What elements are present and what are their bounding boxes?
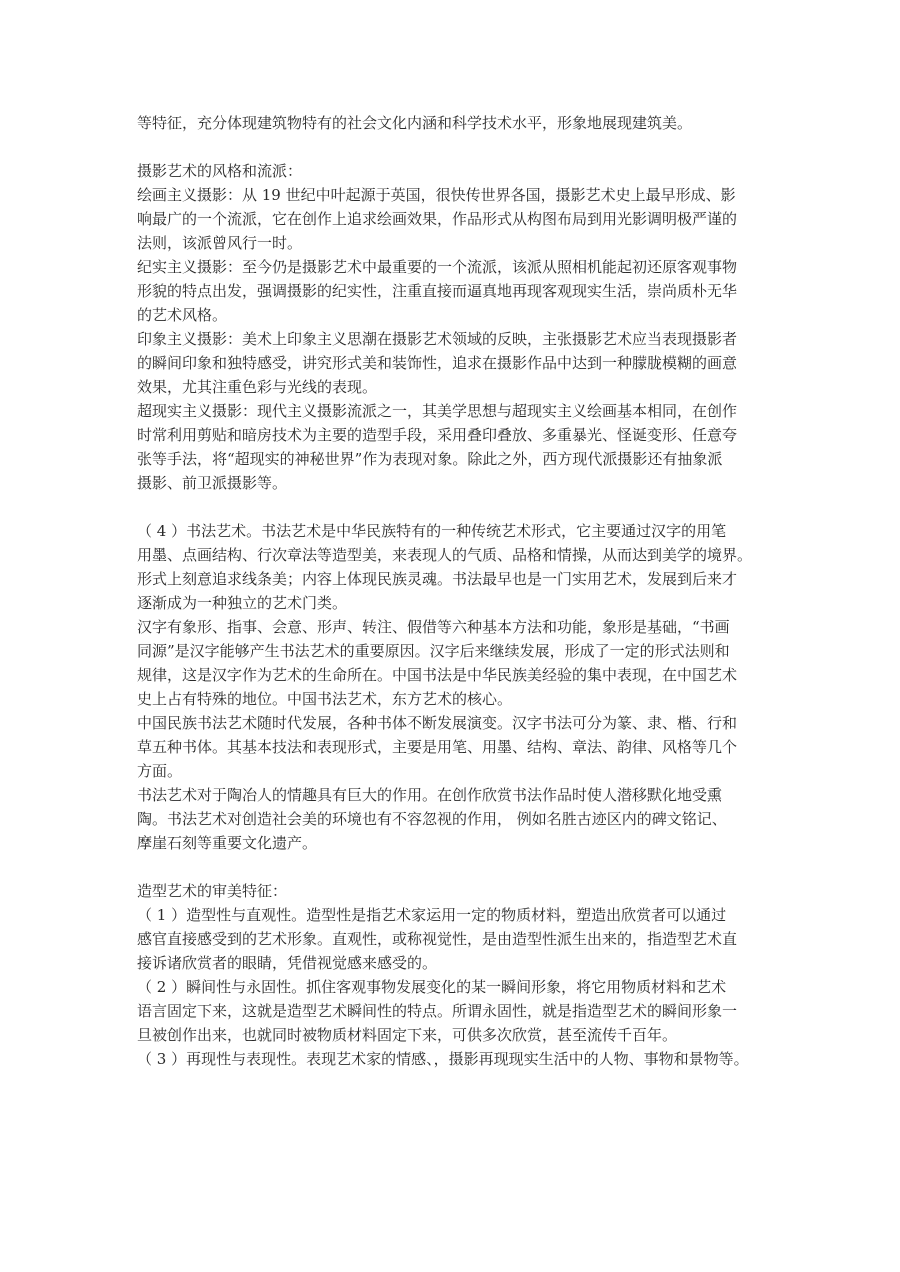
photography-line: 的瞬间印象和独特感受，讲究形式美和装饰性，追求在摄影作品中达到一种朦胧模糊的画意 — [137, 354, 738, 372]
plastic-art-line: 旦被创作出来，也就同时被物质材料固定下来，可供多次欣赏，甚至流传千百年。 — [137, 1026, 678, 1044]
photography-line: 摄影、前卫派摄影等。 — [137, 474, 288, 492]
photography-line: 效果，尤其注重色彩与光线的表现。 — [137, 378, 378, 396]
calligraphy-line: 陶。书法艺术对创造社会美的环境也有不容忽视的作用， 例如名胜古迹区内的碑文铭记、 — [137, 810, 727, 828]
photography-line: 响最广的一个流派，它在创作上追求绘画效果，作品形式从构图布局到用光影调明极严谨的 — [137, 210, 738, 228]
calligraphy-line: 方面。 — [137, 762, 183, 780]
photography-line: 时常利用剪贴和暗房技术为主要的造型手段，采用叠印叠放、多重暴光、怪诞变形、任意夸 — [137, 426, 738, 444]
photography-line: 超现实主义摄影：现代主义摄影流派之一，其美学思想与超现实主义绘画基本相同，在创作 — [137, 402, 738, 420]
plastic-art-line: （ 3 ）再现性与表现性。表现艺术家的情感、，摄影再现现实生活中的人物、事物和景物等。 — [137, 1050, 749, 1068]
calligraphy-line: 形式上刻意追求线条美；内容上体现民族灵魂。书法最早也是一门实用艺术，发展到后来才 — [137, 570, 738, 588]
calligraphy-line: 中国民族书法艺术随时代发展，各种书体不断发展演变。汉字书法可分为篆、隶、楷、行和 — [137, 714, 738, 732]
calligraphy-line: 史上占有特殊的地位。中国书法艺术，东方艺术的核心。 — [137, 690, 513, 708]
photography-heading: 摄影艺术的风格和流派： — [137, 162, 303, 180]
calligraphy-line: 同源”是汉字能够产生书法艺术的重要原因。汉字后来继续发展，形成了一定的形式法则和 — [137, 642, 730, 660]
calligraphy-line: 汉字有象形、指事、会意、形声、转注、假借等六种基本方法和功能，象形是基础，“书画 — [137, 618, 730, 636]
calligraphy-line: 用墨、点画结构、行次章法等造型美，来表现人的气质、品格和情操，从而达到美学的境界。 — [137, 546, 753, 564]
intro-line: 等特征，充分体现建筑物特有的社会文化内涵和科学技术水平，形象地展现建筑美。 — [137, 114, 693, 132]
calligraphy-line: 摩崖石刻等重要文化遗产。 — [137, 834, 318, 852]
plastic-art-line: 感官直接感受到的艺术形象。直观性，或称视觉性，是由造型性派生出来的，指造型艺术直 — [137, 930, 738, 948]
photography-line: 绘画主义摄影：从 19 世纪中叶起源于英国，很快传世界各国，摄影艺术史上最早形成、影 — [137, 186, 736, 204]
plastic-art-line: （ 2 ）瞬间性与永固性。抓住客观事物发展变化的某一瞬间形象，将它用物质材料和艺术 — [137, 978, 727, 996]
calligraphy-section — [137, 519, 767, 855]
calligraphy-line: 规律，这是汉字作为艺术的生命所在。中国书法是中华民族美经验的集中表现，在中国艺术 — [137, 666, 738, 684]
calligraphy-line: （ 4 ）书法艺术。书法艺术是中华民族特有的一种传统艺术形式，它主要通过汉字的用笔 — [137, 522, 727, 540]
calligraphy-line: 逐渐成为一种独立的艺术门类。 — [137, 594, 348, 612]
calligraphy-line: 草五种书体。其基本技法和表现形式，主要是用笔、用墨、结构、章法、韵律、风格等几个 — [137, 738, 738, 756]
calligraphy-line: 书法艺术对于陶冶人的情趣具有巨大的作用。在创作欣赏书法作品时使人潜移默化地受熏 — [137, 786, 723, 804]
photography-line: 印象主义摄影：美术上印象主义思潮在摄影艺术领域的反映，主张摄影艺术应当表现摄影者 — [137, 330, 738, 348]
plastic-art-line: 接诉诸欣赏者的眼睛，凭借视觉感来感受的。 — [137, 954, 438, 972]
photography-line: 法则，该派曾风行一时。 — [137, 234, 303, 252]
photography-line: 纪实主义摄影：至今仍是摄影艺术中最重要的一个流派，该派从照相机能起初还原客观事物 — [137, 258, 738, 276]
plastic-art-line: 语言固定下来，这就是造型艺术瞬间性的特点。所谓永固性，就是指造型艺术的瞬间形象一 — [137, 1002, 738, 1020]
plastic-art-section — [137, 879, 767, 1071]
intro-section — [137, 111, 767, 135]
document-body — [137, 111, 767, 1071]
photography-line: 形貌的特点出发，强调摄影的纪实性，注重直接而逼真地再现客观现实生活，崇尚质朴无华 — [137, 282, 738, 300]
photography-line: 的艺术风格。 — [137, 306, 228, 324]
plastic-art-heading: 造型艺术的审美特征： — [137, 882, 288, 900]
photography-section — [137, 159, 767, 495]
plastic-art-line: （ 1 ）造型性与直观性。造型性是指艺术家运用一定的物质材料，塑造出欣赏者可以通过 — [137, 906, 727, 924]
photography-line: 张等手法，将“超现实的神秘世界”作为表现对象。除此之外，西方现代派摄影还有抽象派 — [137, 450, 723, 468]
